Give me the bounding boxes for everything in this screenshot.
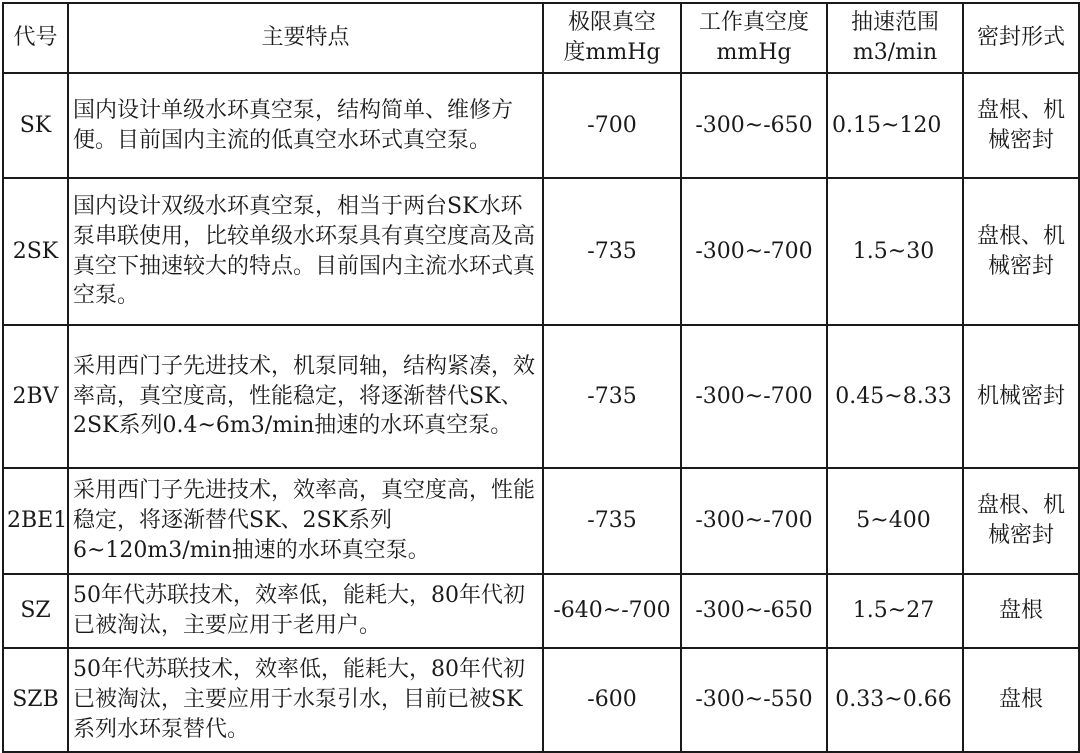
- cell-code: 2BE1: [3, 468, 68, 574]
- cell-code: SZB: [3, 648, 68, 752]
- cell-code: SK: [3, 73, 68, 178]
- cell-working-vacuum: -300~-700: [681, 178, 827, 325]
- cell-pumping-speed: 0.15~120: [827, 73, 963, 178]
- cell-seal-type: 盘根: [963, 648, 1079, 752]
- cell-ultimate-vacuum: -735: [543, 468, 681, 574]
- cell-features: 国内设计双级水环真空泵，相当于两台SK水环泵串联使用，比较单级水环泵具有真空度高及高真空下抽速较大的特点。目前国内主流水环式真空泵。: [68, 178, 543, 325]
- cell-code: SZ: [3, 574, 68, 648]
- header-working-vacuum: [681, 3, 827, 73]
- cell-code: 2BV: [3, 325, 68, 468]
- cell-working-vacuum: -300~-550: [681, 648, 827, 752]
- cell-ultimate-vacuum: -735: [543, 325, 681, 468]
- cell-features: 50年代苏联技术，效率低，能耗大，80年代初已被淘汰，主要应用于老用户。: [68, 574, 543, 648]
- cell-seal-type: 机械密封: [963, 325, 1079, 468]
- table-row: [3, 325, 1079, 468]
- pump-spec-table: [2, 2, 1080, 753]
- header-features: 主要特点: [68, 3, 543, 73]
- cell-pumping-speed: 1.5~27: [827, 574, 963, 648]
- header-code: 代号: [3, 3, 68, 73]
- cell-code: 2SK: [3, 178, 68, 325]
- header-seal-type: 密封形式: [963, 3, 1079, 73]
- cell-features: 国内设计单级水环真空泵，结构简单、维修方便。目前国内主流的低真空水环式真空泵。: [68, 73, 543, 178]
- cell-features: 采用西门子先进技术，效率高，真空度高，性能稳定，将逐渐替代SK、2SK系列6~120m3/min抽速的水环真空泵。: [68, 468, 543, 574]
- header-working-vacuum-line2: mmHg: [716, 40, 792, 65]
- header-pumping-speed: [827, 3, 963, 73]
- table-row: [3, 73, 1079, 178]
- cell-seal-type: 盘根、机械密封: [963, 178, 1079, 325]
- cell-seal-type: 盘根: [963, 574, 1079, 648]
- header-ultimate-vacuum-line1: 极限真空: [567, 10, 656, 36]
- cell-pumping-speed: 1.5~30: [827, 178, 963, 325]
- cell-working-vacuum: -300~-650: [681, 73, 827, 178]
- cell-working-vacuum: -300~-700: [681, 468, 827, 574]
- table-row: [3, 648, 1079, 752]
- cell-working-vacuum: -300~-700: [681, 325, 827, 468]
- cell-ultimate-vacuum: -640~-700: [543, 574, 681, 648]
- table-row: [3, 468, 1079, 574]
- cell-pumping-speed: 0.33~0.66: [827, 648, 963, 752]
- header-pumping-speed-line1: 抽速范围: [850, 10, 939, 36]
- cell-pumping-speed: 0.45~8.33: [827, 325, 963, 468]
- table-row: [3, 178, 1079, 325]
- cell-ultimate-vacuum: -600: [543, 648, 681, 752]
- header-working-vacuum-line1: 工作真空度: [698, 10, 809, 36]
- cell-features: 50年代苏联技术，效率低，能耗大，80年代初已被淘汰，主要应用于水泵引水，目前已被SK系列水环泵替代。: [68, 648, 543, 752]
- cell-pumping-speed: 5~400: [827, 468, 963, 574]
- header-ultimate-vacuum-line2: 度mmHg: [563, 40, 661, 65]
- cell-ultimate-vacuum: -735: [543, 178, 681, 325]
- cell-working-vacuum: -300~-650: [681, 574, 827, 648]
- table-row: [3, 574, 1079, 648]
- cell-features: 采用西门子先进技术，机泵同轴，结构紧凑，效率高，真空度高，性能稳定，将逐渐替代SK、2SK系列0.4~6m3/min抽速的水环真空泵。: [68, 325, 543, 468]
- cell-seal-type: 盘根、机械密封: [963, 468, 1079, 574]
- cell-ultimate-vacuum: -700: [543, 73, 681, 178]
- table-header-row: [3, 3, 1079, 73]
- header-pumping-speed-line2: m3/min: [852, 40, 938, 65]
- cell-seal-type: 盘根、机械密封: [963, 73, 1079, 178]
- header-ultimate-vacuum: [543, 3, 681, 73]
